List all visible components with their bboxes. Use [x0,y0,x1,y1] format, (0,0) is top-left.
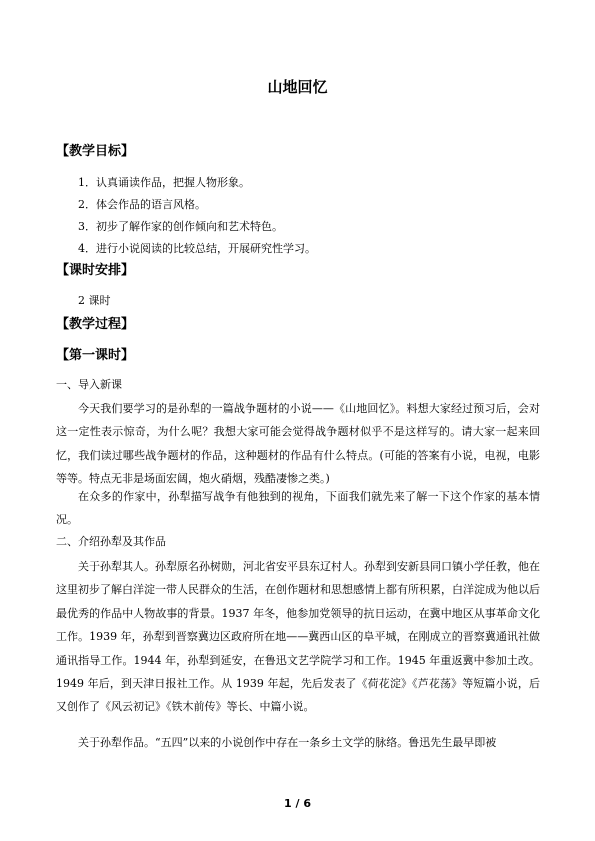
document-title: 山地回忆 [267,78,328,96]
section-label-intro: 一、导入新课 [56,378,122,391]
schedule-text: 2 课时 [78,294,111,307]
paragraph: 在众多的作家中，孙犁描写战争有他独到的视角，下面我们就先来了解一下这个作家的基本情况。 [56,490,540,527]
list-item: 2．体会作品的语言风格。 [78,198,206,211]
list-item: 4．进行小说阅读的比较总结，开展研究性学习。 [78,242,316,255]
heading-schedule: 【课时安排】 [56,263,135,278]
heading-first-lesson: 【第一课时】 [56,348,135,363]
heading-teaching-goals: 【教学目标】 [56,144,135,159]
page-number: 1 / 6 [284,797,311,810]
heading-teaching-process: 【教学过程】 [56,317,135,332]
paragraph: 关于孙犁作品。“五四”以来的小说创作中存在一条乡土文学的脉络。鲁迅先生最早即被 [78,736,497,749]
teaching-goals-list [78,172,316,260]
paragraph: 关于孙犁其人。孙犁原名孙树勋，河北省安平县东辽村人。孙犁到安新县同口镇小学任教，他在这里初步了解白洋淀一带人民群众的生活，在创作题材和思想感情上都有所积累，白洋淀成为他以后最优秀的作品中人物故事的背景。1937 年冬，他参加党领导的抗日运动，在冀中地区从事革命文化工作。1939 年，孙犁到晋察冀边区政府所在地——冀西山区的阜平城，在刚成立的晋察冀通讯社做通讯指导工作。1944 年，孙犁到延安，在鲁迅文艺学院学习和工作。1945 年重返冀中参加土改。1949 年后，到天津日报社工作。从 1939 年起，先后发表了《荷花淀》《芦花荡》等短篇小说，后又创作了《风云初记》《铁木前传》等长、中篇小说。 [56,560,540,714]
list-item: 3．初步了解作家的创作倾向和艺术特色。 [78,220,283,233]
paragraph: 今天我们要学习的是孙犁的一篇战争题材的小说——《山地回忆》。料想大家经过预习后，会对这一定性表示惊奇，为什么呢？我想大家可能会觉得战争题材似乎不是这样写的。请大家一起来回忆，我们读过哪些战争题材的作品，这种题材的作品有什么特点。(可能的答案有小说，电视，电影等等。特点无非是场面宏阔，炮火硝烟，残酷凄惨之类。) [56,402,540,486]
list-item: 1．认真诵读作品，把握人物形象。 [78,176,250,189]
section-label-author: 二、介绍孙犁及其作品 [56,535,166,548]
